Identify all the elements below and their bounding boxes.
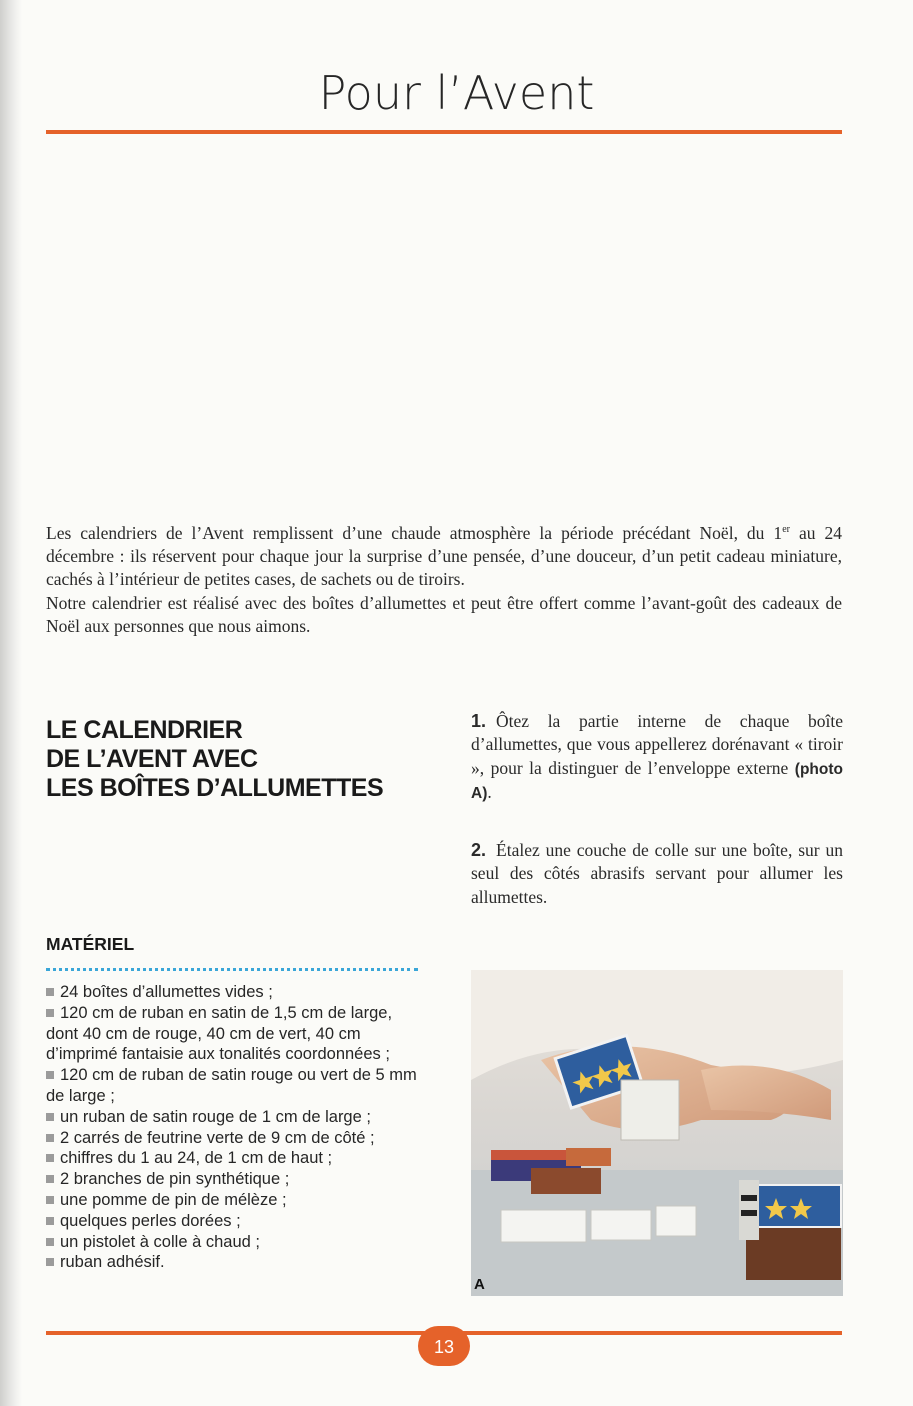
list-item: 120 cm de ruban de satin rouge ou vert de 5 mm de large ; [46, 1066, 417, 1105]
photo-reference: (photo A) [471, 760, 843, 802]
square-bullet-icon [46, 1175, 54, 1183]
square-bullet-icon [46, 1196, 54, 1204]
page-number-badge [418, 1326, 470, 1366]
intro-paragraph-2: Notre calendrier est réalisé avec des boîtes d’allumettes et peut être offert comme l’avant-goût des cadeaux de Noël aux personnes que nous aimons. [46, 592, 842, 637]
section-title-line: LES BOÎTES D’ALLUMETTES [46, 774, 384, 802]
square-bullet-icon [46, 1258, 54, 1266]
list-item: 120 cm de ruban en satin de 1,5 cm de large, dont 40 cm de rouge, 40 cm de vert, 40 cm d’imprimé fantaisie aux tonalités coordonnées ; [46, 1003, 393, 1064]
list-item: 2 branches de pin synthétique ; [46, 1169, 426, 1190]
step-number: 2. [471, 840, 487, 860]
page-title: Pour l’Avent [318, 66, 595, 120]
materiel-list [46, 982, 426, 1273]
list-item: ruban adhésif. [46, 1252, 426, 1273]
section-title-line: LE CALENDRIER [46, 716, 243, 744]
list-item: quelques perles dorées ; [46, 1211, 426, 1232]
step-2: 2. Étalez une couche de colle sur une boîte, sur un seul des côtés abrasifs servant pour allumer les allumettes. [471, 840, 843, 907]
intro-paragraph-1: Les calendriers de l’Avent remplissent d’une chaude atmosphère la période précédant Noël, du 1er au 24 décembre : ils réservent pour chaque jour la surprise d’une pensée, d’une douceur, d’un petit cadeau miniature, cachés à l’intérieur de petites cases, de sachets ou de tiroirs. [46, 522, 842, 590]
page-binding-shadow [0, 0, 22, 1406]
photo-label: A [474, 1276, 485, 1293]
square-bullet-icon [46, 1071, 54, 1079]
square-bullet-icon [46, 1009, 54, 1017]
page-number: 13 [433, 1337, 455, 1357]
materiel-title: MATÉRIEL [46, 934, 135, 954]
list-item: une pomme de pin de mélèze ; [46, 1190, 426, 1211]
step-number: 1. [471, 711, 487, 731]
square-bullet-icon [46, 1217, 54, 1225]
title-rule [46, 130, 842, 134]
list-item: un ruban de satin rouge de 1 cm de large ; [46, 1107, 426, 1128]
section-title [46, 716, 446, 803]
list-item: 24 boîtes d’allumettes vides ; [46, 982, 426, 1003]
list-item: chiffres du 1 au 24, de 1 cm de haut ; [46, 1148, 426, 1169]
square-bullet-icon [46, 1238, 54, 1246]
square-bullet-icon [46, 1134, 54, 1142]
list-item: un pistolet à colle à chaud ; [46, 1232, 426, 1253]
square-bullet-icon [46, 1154, 54, 1162]
square-bullet-icon [46, 1113, 54, 1121]
square-bullet-icon [46, 988, 54, 996]
section-title-line: DE L’AVENT AVEC [46, 745, 258, 773]
dotted-divider [46, 968, 418, 971]
list-item: 2 carrés de feutrine verte de 9 cm de côté ; [46, 1128, 426, 1149]
step-1: 1. Ôtez la partie interne de chaque boîte d’allumettes, que vous appellerez dorénavant « tiroir », pour la distinguer de l’enveloppe externe (photo A). [471, 711, 843, 802]
photo-a [471, 970, 843, 1296]
intro-text [46, 518, 842, 638]
